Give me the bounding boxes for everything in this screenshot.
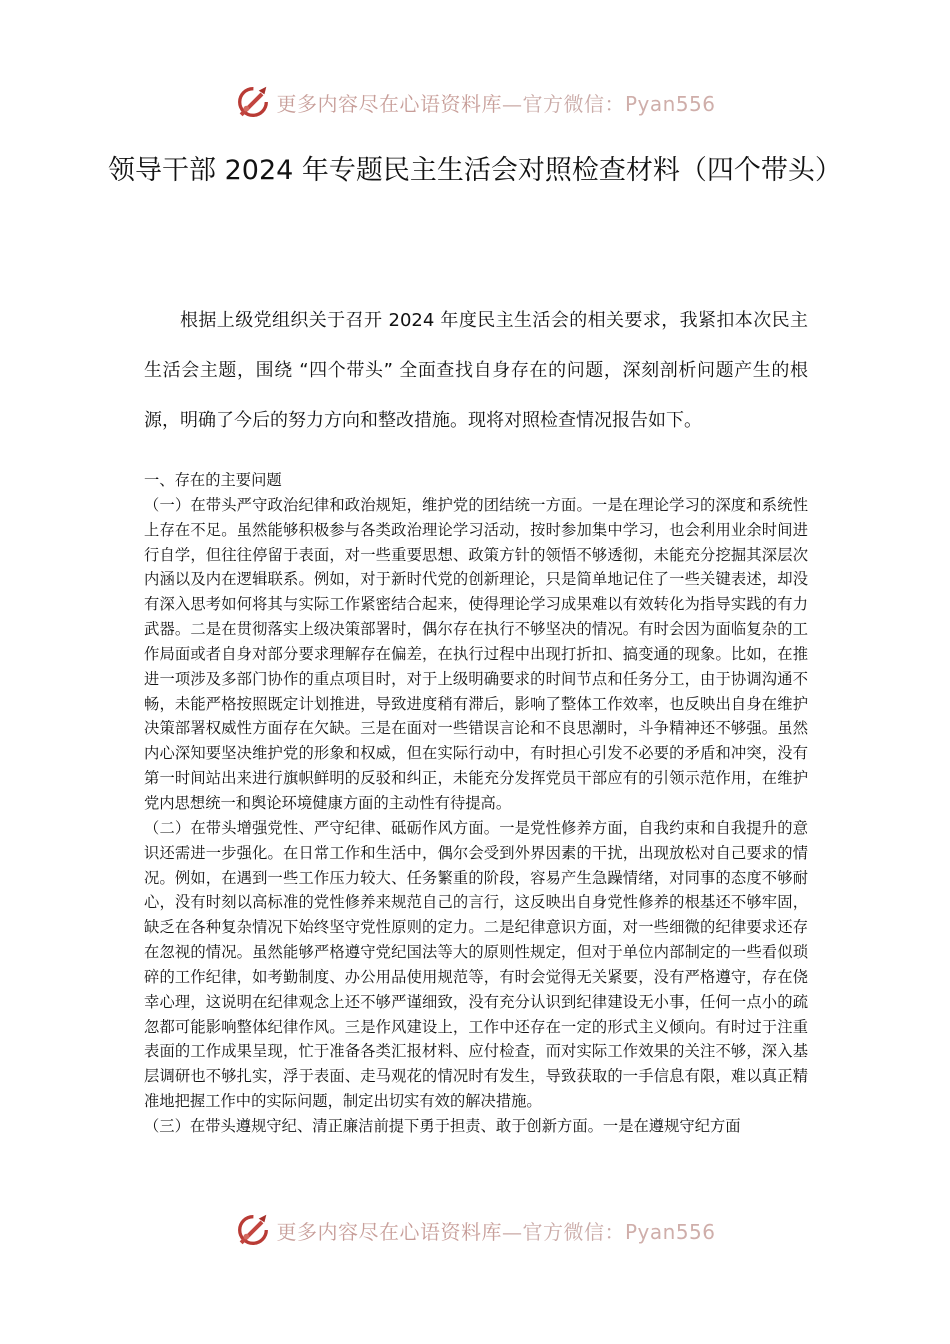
footer-watermark xyxy=(0,1208,950,1252)
body-paragraph-1: （一）在带头严守政治纪律和政治规矩，维护党的团结统一方面。一是在理论学习的深度和系统性上存在不足。虽然能够积极参与各类政治理论学习活动，按时参加集中学习，也会利用业余时间进行自学，但往往停留于表面，对一些重要思想、政策方针的领悟不够透彻，未能充分挖掘其深层次内涵以及内在逻辑联系。例如，对于新时代党的创新理论，只是简单地记住了一些关键表述，却没有深入思考如何将其与实际工作紧密结合起来，使得理论学习成果难以有效转化为指导实践的有力武器。二是在贯彻落实上级决策部署时，偶尔存在执行不够坚决的情况。有时会因为面临复杂的工作局面或者自身对部分要求理解存在偏差，在执行过程中出现打折扣、搞变通的现象。比如，在推进一项涉及多部门协作的重点项目时，对于上级明确要求的时间节点和任务分工，由于协调沟通不畅，未能严格按照既定计划推进，导致进度稍有滞后，影响了整体工作效率，也反映出自身在维护决策部署权威性方面存在欠缺。三是在面对一些错误言论和不良思潮时，斗争精神还不够强。虽然内心深知要坚决维护党的形象和权威，但在实际行动中，有时担心引发不必要的矛盾和冲突，没有第一时间站出来进行旗帜鲜明的反驳和纠正，未能充分发挥党员干部应有的引领示范作用，在维护党内思想统一和舆论环境健康方面的主动性有待提高。 xyxy=(144,495,808,812)
header-watermark xyxy=(0,80,950,124)
brush-logo-icon xyxy=(234,1211,272,1249)
watermark-text: 更多内容尽在心语资料库—官方微信：Pyan556 xyxy=(276,91,716,116)
watermark-text: 更多内容尽在心语资料库—官方微信：Pyan556 xyxy=(276,1219,716,1244)
intro-paragraph: 根据上级党组织关于召开 2024 年度民主生活会的相关要求，我紧扣本次民主生活会主题，围绕 “四个带头” 全面查找自身存在的问题，深刻剖析问题产生的根源，明确了今后的努力方向和整改措施。现将对照检查情况报告如下。 xyxy=(144,310,808,431)
body-paragraph-2: （二）在带头增强党性、严守纪律、砥砺作风方面。一是党性修养方面，自我约束和自我提升的意识还需进一步强化。在日常工作和生活中，偶尔会受到外界因素的干扰，出现放松对自己要求的情况。例如，在遇到一些工作压力较大、任务繁重的阶段，容易产生急躁情绪，对同事的态度不够耐心，没有时刻以高标准的党性修养来规范自己的言行，这反映出自身党性修养的根基还不够牢固，缺乏在各种复杂情况下始终坚守党性原则的定力。二是纪律意识方面，对一些细微的纪律要求还存在忽视的情况。虽然能够严格遵守党纪国法等大的原则性规定，但对于单位内部制定的一些看似琐碎的工作纪律，如考勤制度、办公用品使用规范等，有时会觉得无关紧要，没有严格遵守，存在侥幸心理，这说明在纪律观念上还不够严谨细致，没有充分认识到纪律建设无小事，任何一点小的疏忽都可能影响整体纪律作风。三是作风建设上，工作中还存在一定的形式主义倾向。有时过于注重表面的工作成果呈现，忙于准备各类汇报材料、应付检查，而对实际工作效果的关注不够，深入基层调研也不够扎实，浮于表面、走马观花的情况时有发生，导致获取的一手信息有限，难以真正精准地把握工作中的实际问题，制定出切实有效的解决措施。 xyxy=(144,818,808,1111)
section-heading: 一、存在的主要问题 xyxy=(144,471,282,489)
body-paragraph-3: （三）在带头遵规守纪、清正廉洁前提下勇于担责、敢于创新方面。一是在遵规守纪方面 xyxy=(144,1116,741,1135)
brush-logo-icon xyxy=(234,83,272,121)
document-title: 领导干部 2024 年专题民主生活会对照检查材料（四个带头） xyxy=(108,155,842,186)
document-body xyxy=(144,468,808,1139)
